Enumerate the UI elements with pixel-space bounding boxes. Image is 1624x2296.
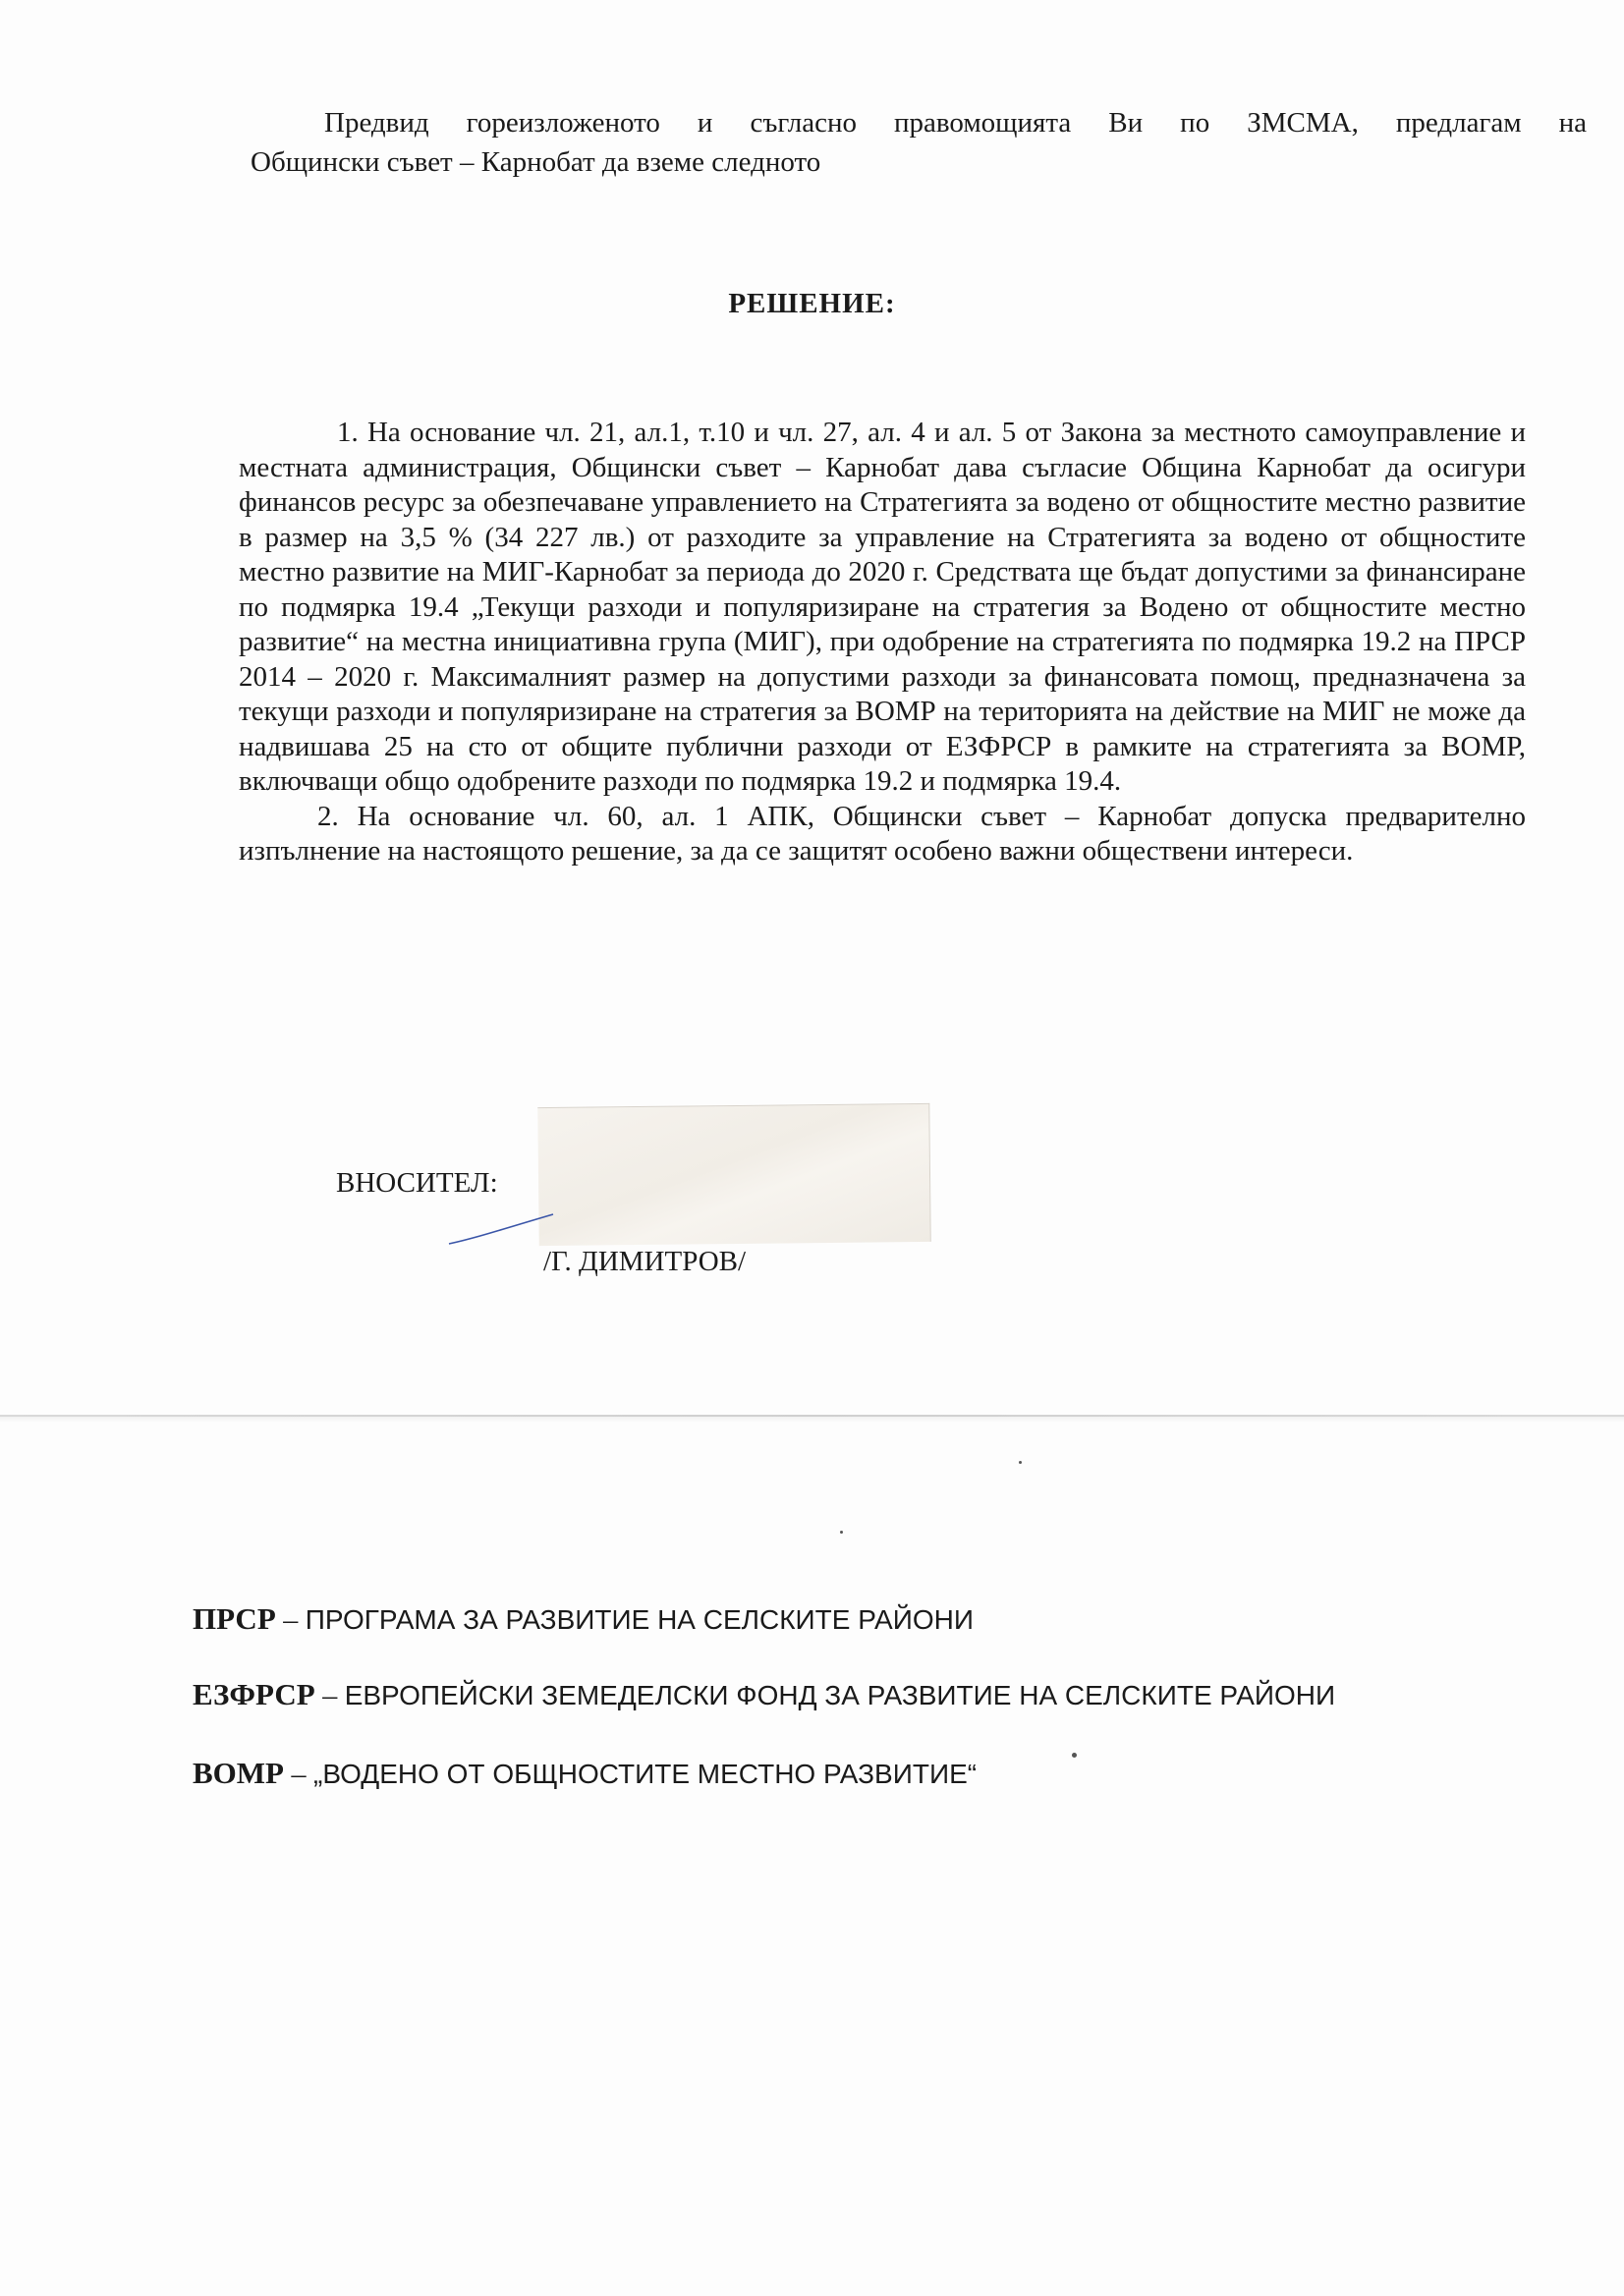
- intro-line-1: Предвид гореизложеното и съгласно правомощията Ви по ЗМСМА, предлагам на: [324, 107, 1587, 139]
- decision-item-2: 2. На основание чл. 60, ал. 1 АПК, Общински съвет – Карнобат допуска предварително изпълнение на настоящото решение, за да се защитят особено важни обществени интереси.: [239, 800, 1526, 867]
- abbreviation-dash: –: [314, 1679, 345, 1711]
- abbreviation-dash: –: [284, 1758, 313, 1790]
- decision-body: [239, 416, 1526, 869]
- decision-item-1: 1. На основание чл. 21, ал.1, т.10 и чл. 27, ал. 4 и ал. 5 от Закона за местното самоуправление и местната администрация, Общински съвет – Карнобат дава съгласие Община Карнобат да осигури финансов ресурс за обезпечаване управлението на Стратегията за водено от общностите местно развитие в размер на 3,5 % (34 227 лв.) от разходите за управление на Стратегията за водено от общностите местно развитие на МИГ-Карнобат за периода до 2020 г. Средствата ще бъдат допустими за финансиране по подмярка 19.4 „Текущи разходи и популяризиране на стратегия за Водено от общностите местно развитие“ на местна инициативна група (МИГ), при одобрение на стратегията по подмярка 19.2 на ПРСР 2014 – 2020 г. Максималният размер на допустими разходи за финансовата помощ, предназначена за текущи разходи и популяризиране на стратегия за ВОМР на територията на действие на МИГ не може да надвишава 25 на сто от общите публични разходи от ЕЗФРСР в рамките на стратегията за ВОМР, включващи общо одобрените разходи по подмярка 19.2 и подмярка 19.4.: [239, 417, 1526, 797]
- scan-speck: [840, 1531, 843, 1534]
- scan-speck: [1072, 1753, 1077, 1758]
- abbreviation-description: „ВОДЕНО ОТ ОБЩНОСТИТЕ МЕСТНО РАЗВИТИЕ“: [313, 1759, 978, 1789]
- submitter-name: /Г. ДИМИТРОВ/: [543, 1246, 747, 1277]
- abbreviation-description: ЕВРОПЕЙСКИ ЗЕМЕДЕЛСКИ ФОНД ЗА РАЗВИТИЕ НА СЕЛСКИТЕ РАЙОНИ: [344, 1680, 1336, 1710]
- signature-stroke: [447, 1208, 555, 1248]
- abbreviation-dash: –: [275, 1603, 306, 1636]
- abbreviation-vomr: [193, 1756, 977, 1791]
- abbreviation-term: ВОМР: [193, 1756, 284, 1790]
- abbreviation-prsr: [193, 1601, 974, 1637]
- abbreviation-ezfrsr: [193, 1677, 1335, 1712]
- page-fold-shadow: [0, 1417, 1624, 1423]
- scan-speck: [1019, 1461, 1022, 1464]
- abbreviation-term: ЕЗФРСР: [193, 1677, 315, 1711]
- decision-heading: РЕШЕНИЕ:: [728, 288, 896, 319]
- abbreviation-term: ПРСР: [193, 1601, 276, 1636]
- abbreviation-description: ПРОГРАМА ЗА РАЗВИТИЕ НА СЕЛСКИТЕ РАЙОНИ: [305, 1604, 974, 1635]
- redacted-signature-patch: [537, 1103, 930, 1246]
- submitter-label: ВНОСИТЕЛ:: [336, 1167, 498, 1199]
- intro-paragraph: [251, 103, 1587, 182]
- intro-line-2: Общински съвет – Карнобат да вземе следното: [251, 146, 821, 178]
